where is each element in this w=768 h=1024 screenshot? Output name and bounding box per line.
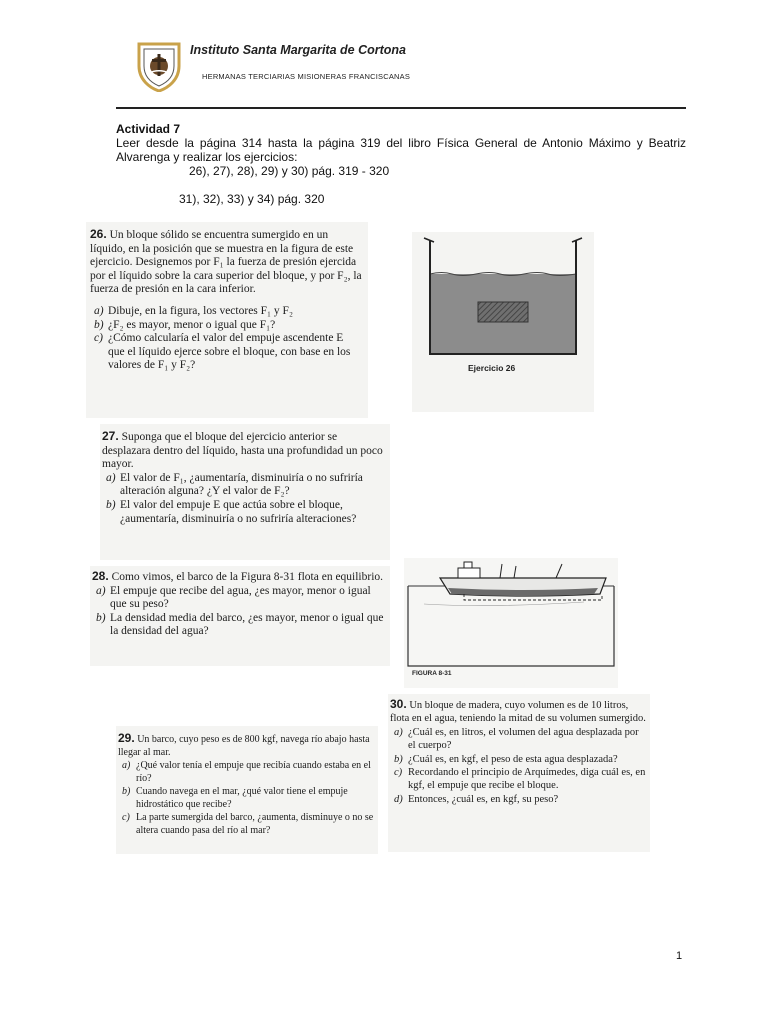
exercise-item: b) ¿Cuál es, en kgf, el peso de esta agua desplazada? — [394, 753, 618, 765]
exercise-item: b) El valor del empuje E que actúa sobre el bloque, ¿aumentaría, disminuiría o no sufriría alteraciones? — [106, 498, 357, 525]
beaker-with-block-diagram — [422, 236, 584, 362]
exercise-number: 29. — [118, 731, 135, 745]
exercise-list-line-2: 31), 32), 33) y 34) pág. 320 — [179, 192, 325, 206]
exercise-item: b) La densidad media del barco, ¿es mayor, menor o igual que la densidad del agua? — [96, 611, 384, 638]
exercise-28 — [90, 566, 390, 666]
exercise-list-line-1: 26), 27), 28), 29) y 30) pág. 319 - 320 — [189, 164, 390, 178]
exercise-item: a) El valor de F₁, ¿aumentaría, disminuiría o no sufriría alteración alguna? ¿Y el valor de F₂? — [106, 471, 363, 498]
figure-caption: Ejercicio 26 — [468, 363, 516, 373]
activity-title: Actividad 7 — [116, 122, 181, 136]
exercise-stem: Un bloque sólido se encuentra sumergido en un líquido, en la posición que se muestra en la figura de este ejercicio. Designemos por F₁ la fuerza de presión ejercida por el líquido sobre la cara superior del bloque, y por F₂, la fuerza de presión en la cara inferior. — [90, 229, 362, 296]
exercise-stem: Un barco, cuyo peso es de 800 kgf, navega río abajo hasta llegar al mar. — [118, 734, 370, 758]
exercise-number: 30. — [390, 697, 407, 711]
figure-8-31 — [404, 558, 618, 688]
submerged-block — [478, 302, 528, 322]
floating-ship-diagram — [404, 558, 618, 668]
exercise-stem: Suponga que el bloque del ejercicio anterior se desplazara dentro del líquido, hasta una profundidad un poco mayor. — [102, 431, 383, 471]
figure-exercise-26 — [412, 232, 594, 412]
exercise-item: c) La parte sumergida del barco, ¿aumenta, disminuye o no se altera cuando pasa del río al mar? — [122, 812, 374, 836]
exercise-30 — [388, 694, 650, 852]
page-number: 1 — [676, 950, 683, 962]
activity-section — [116, 122, 686, 206]
exercise-number: 26. — [90, 227, 107, 241]
exercise-stem: Un bloque de madera, cuyo volumen es de 10 litros, flota en el agua, teniendo la mitad de su volumen sumergido. — [390, 700, 646, 725]
exercise-item: a) Dibuje, en la figura, los vectores F₁ y F₂ — [94, 304, 293, 317]
exercise-29 — [116, 726, 378, 854]
institution-name: Instituto Santa Margarita de Cortona — [190, 43, 406, 57]
document-header — [136, 38, 696, 98]
exercise-26 — [86, 222, 368, 418]
exercise-item: c) ¿Cómo calcularía el valor del empuje ascendente E que el líquido ejerce sobre el bloque, con base en los valores de F₁ y F₂? — [94, 332, 351, 372]
exercise-number: 28. — [92, 569, 109, 583]
water-tank — [408, 586, 614, 666]
exercise-item: d) Entonces, ¿cuál es, en kgf, su peso? — [394, 793, 559, 805]
exercise-stem: Como vimos, el barco de la Figura 8-31 flota en equilibrio. — [111, 571, 384, 583]
exercise-number: 27. — [102, 429, 119, 443]
crest-logo-icon — [136, 40, 182, 92]
activity-intro: Leer desde la página 314 hasta la página 319 del libro Física General de Antonio Máximo y Beatriz Alvarenga y realizar los ejercicios: — [116, 136, 686, 164]
exercise-item: c) Recordando el principio de Arquímedes, diga cuál es, en kgf, el empuje que recibe el bloque. — [394, 767, 646, 792]
exercise-item: a) El empuje que recibe del agua, ¿es mayor, menor o igual que su peso? — [96, 584, 371, 611]
exercise-item: b) Cuando navega en el mar, ¿qué valor tiene el empuje hidrostático que recibe? — [122, 786, 348, 810]
header-divider — [116, 107, 686, 109]
figure-caption: FIGURA 8-31 — [412, 670, 452, 677]
exercise-item: a) ¿Cuál es, en litros, el volumen del agua desplazada por el cuerpo? — [394, 726, 639, 752]
exercise-item: b) ¿F₂ es mayor, menor o igual que F₁? — [94, 318, 276, 331]
exercise-item: a) ¿Qué valor tenía el empuje que recibía cuando estaba en el río? — [122, 760, 371, 784]
exercise-27 — [100, 424, 390, 560]
institution-subtitle: HERMANAS TERCIARIAS MISIONERAS FRANCISCANAS — [202, 72, 411, 81]
